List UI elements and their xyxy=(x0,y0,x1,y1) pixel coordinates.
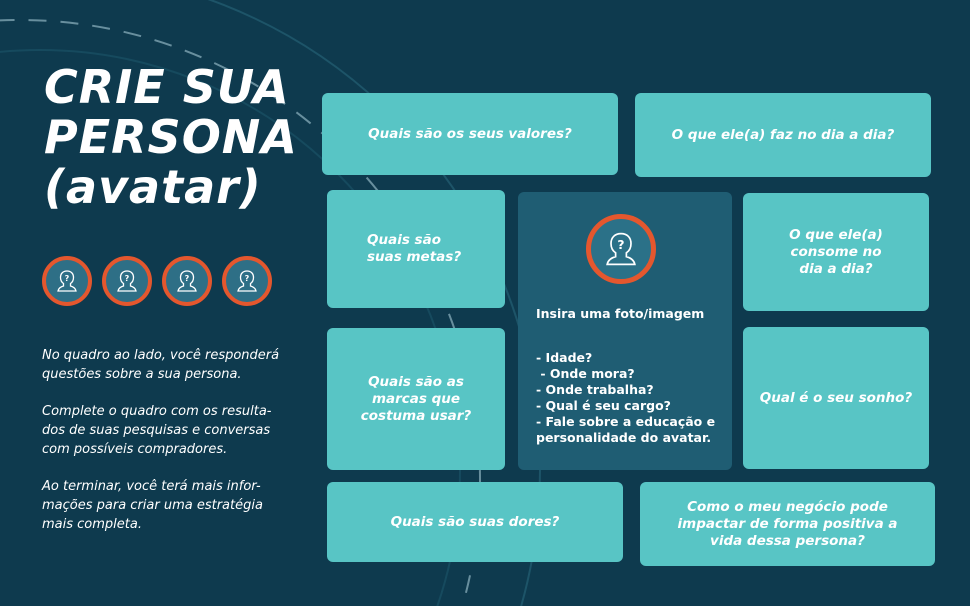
intro-text xyxy=(42,346,292,552)
person-question-icon xyxy=(162,256,212,306)
card-metas-label: Quais são suas metas? xyxy=(367,232,462,265)
avatar-row xyxy=(42,256,272,306)
card-sonho xyxy=(743,327,929,469)
svg-text:?: ? xyxy=(244,274,250,283)
card-consome xyxy=(743,193,929,311)
intro-paragraph-3: Ao terminar, você terá mais infor- mações para criar uma estratégia mais completa. xyxy=(42,479,263,532)
title-line-2: PERSONA xyxy=(44,110,298,164)
card-marcas-label: Quais são as marcas que costuma usar? xyxy=(360,373,472,424)
person-question-icon xyxy=(102,256,152,306)
card-dores-label: Quais são suas dores? xyxy=(390,513,560,530)
card-valores-label: Quais são os seus valores? xyxy=(368,125,572,142)
person-question-icon xyxy=(222,256,272,306)
card-valores xyxy=(322,93,618,175)
svg-text:?: ? xyxy=(184,274,190,283)
title-line-1: CRIE SUA xyxy=(44,60,290,114)
card-dores xyxy=(327,482,623,562)
list-item: - Idade? xyxy=(536,350,593,365)
list-item: - Onde mora? xyxy=(536,366,635,381)
svg-text:?: ? xyxy=(124,274,130,283)
card-sonho-label: Qual é o seu sonho? xyxy=(759,389,913,406)
card-dia-a-dia xyxy=(635,93,931,177)
list-item: personalidade do avatar. xyxy=(536,430,712,445)
photo-card xyxy=(518,192,732,470)
list-item: - Fale sobre a educação e xyxy=(536,414,716,429)
person-question-icon xyxy=(42,256,92,306)
card-metas xyxy=(327,190,505,308)
list-item: - Qual é seu cargo? xyxy=(536,398,671,413)
list-item: - Onde trabalha? xyxy=(536,382,654,397)
card-dia-a-dia-label: O que ele(a) faz no dia a dia? xyxy=(671,126,895,143)
intro-paragraph-2: Complete o quadro com os resulta- dos de suas pesquisas e conversas com possíveis compradores. xyxy=(42,404,272,457)
photo-heading: Insira uma foto/imagem xyxy=(536,306,705,321)
svg-text:?: ? xyxy=(617,238,625,252)
card-negocio xyxy=(640,482,935,566)
person-question-icon xyxy=(586,214,656,284)
card-negocio-label: Como o meu negócio pode impactar de forma positiva a vida dessa persona? xyxy=(677,498,898,549)
intro-paragraph-1: No quadro ao lado, você responderá questões sobre a sua persona. xyxy=(42,348,280,382)
svg-text:?: ? xyxy=(64,274,70,283)
persona-question-list xyxy=(536,350,715,446)
card-consome-label: O que ele(a) consome no dia a dia? xyxy=(789,226,883,277)
title-line-3: (avatar) xyxy=(44,160,262,214)
card-marcas xyxy=(327,328,505,470)
page-title xyxy=(44,62,298,212)
